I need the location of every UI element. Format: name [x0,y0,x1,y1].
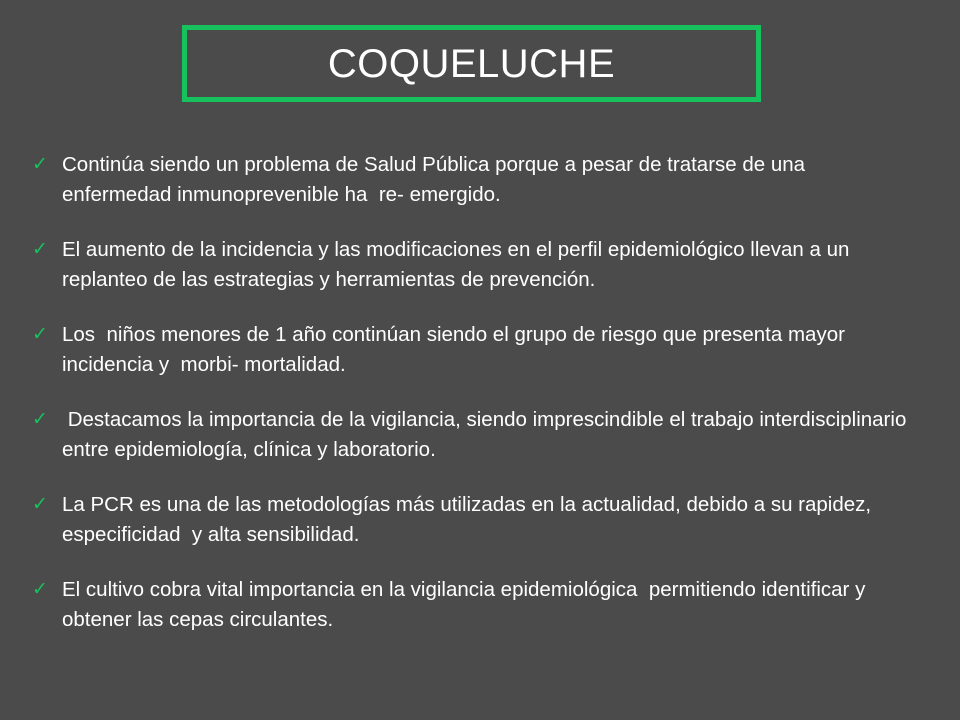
bullet-text: La PCR es una de las metodologías más utilizadas en la actualidad, debido a su rapidez, especificidad y alta sensibilidad. [62,493,877,546]
bullet-text: Destacamos la importancia de la vigilancia, siendo imprescindible el trabajo interdisciplinario entre epidemiología, clínica y laboratorio. [62,408,913,461]
bullet-item [32,320,912,380]
check-icon: ✓ [32,324,48,345]
bullet-text: Los niños menores de 1 año continúan siendo el grupo de riesgo que presenta mayor incidencia y morbi- mortalidad. [62,323,851,376]
bullet-item [32,575,912,635]
bullet-list [32,150,912,660]
bullet-text: El cultivo cobra vital importancia en la vigilancia epidemiológica permitiendo identificar y obtener las cepas circulantes. [62,578,872,631]
check-icon: ✓ [32,154,48,175]
check-icon: ✓ [32,239,48,260]
bullet-item [32,150,912,210]
bullet-item [32,405,912,465]
check-icon: ✓ [32,494,48,515]
title-box [182,25,761,102]
bullet-item [32,235,912,295]
slide-title: COQUELUCHE [327,41,616,86]
bullet-item [32,490,912,550]
check-icon: ✓ [32,579,48,600]
bullet-text: El aumento de la incidencia y las modificaciones en el perfil epidemiológico llevan a un replanteo de las estrategias y herramientas de prevención. [62,238,856,291]
bullet-text: Continúa siendo un problema de Salud Pública porque a pesar de tratarse de una enfermedad inmunoprevenible ha re- emergido. [62,153,811,206]
check-icon: ✓ [32,409,48,430]
